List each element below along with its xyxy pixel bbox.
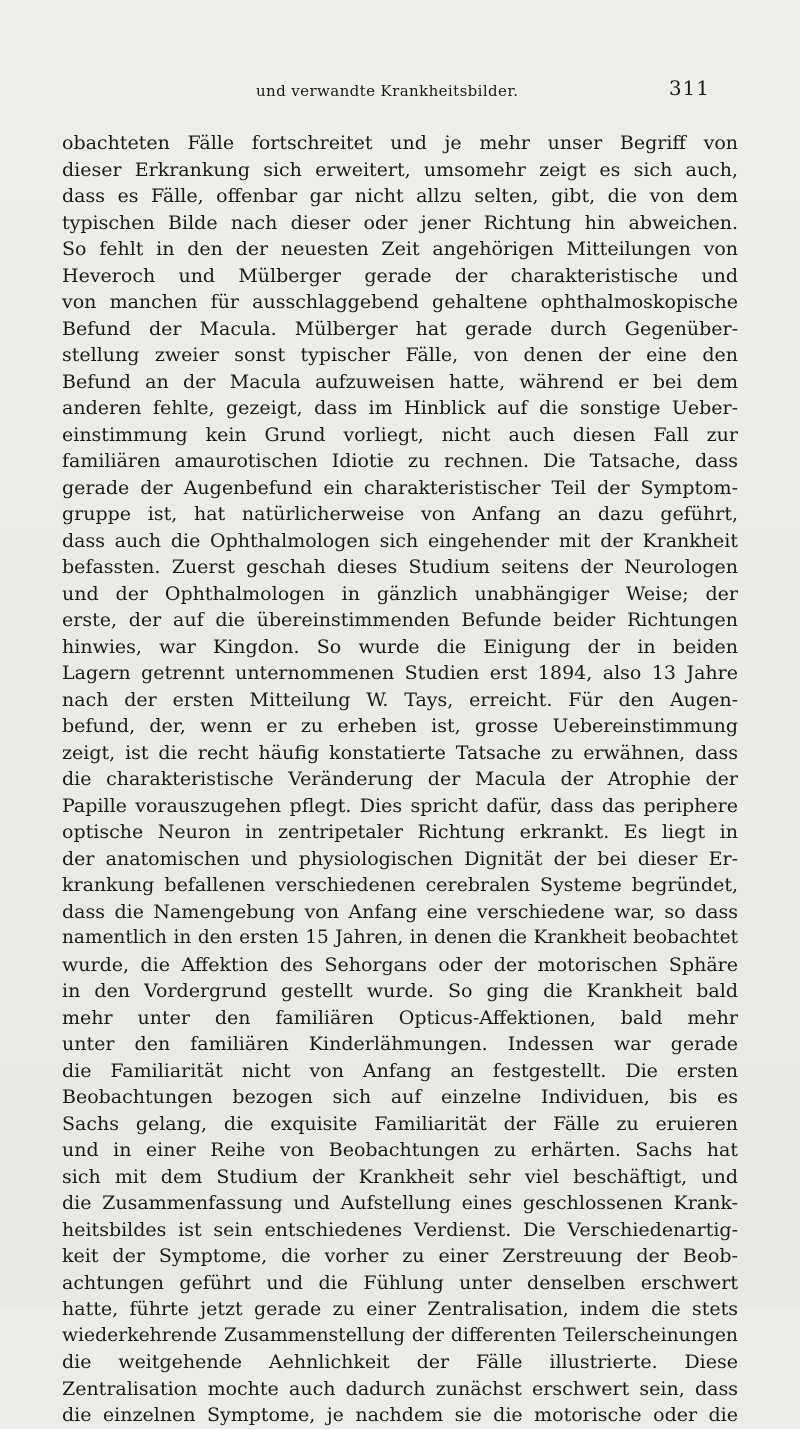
text-line: keit der Symptome, die vorher zu einer Zerstreuung der Beob- [62,1245,738,1267]
text-line: die weitgehende Aehnlichkeit der Fälle illustrierte. Diese [62,1351,738,1373]
text-line: heitsbildes ist sein entschiedenes Verdienst. Die Verschiedenartig- [62,1218,738,1241]
text-line: die charakteristische Veränderung der Macula der Atrophie der [62,768,738,790]
text-line: anderen fehlte, gezeigt, dass im Hinblick auf die sonstige Ueber- [62,397,738,419]
text-line: obachteten Fälle fortschreitet und je mehr unser Begriff von [62,132,738,154]
text-line: dass es Fälle, offenbar gar nicht allzu selten, gibt, die von dem [62,185,738,207]
text-line: der anatomischen und physiologischen Dignität der bei dieser Er- [62,847,738,870]
text-line: wiederkehrende Zusammenstellung der differenten Teilerscheinungen [62,1324,738,1346]
text-line: So fehlt in den der neuesten Zeit angehörigen Mitteilungen von [62,238,738,260]
text-line: die einzelnen Symptome, je nachdem sie die motorische oder die [62,1404,738,1426]
text-line: und in einer Reihe von Beobachtungen zu erhärten. Sachs hat [62,1139,738,1161]
text-line: gruppe ist, hat natürlicherweise von Anfang an dazu geführt, [62,503,738,525]
text-line: hatte, führte jetzt gerade zu einer Zentralisation, indem die stets [62,1298,738,1320]
text-line: die Zusammenfassung und Aufstellung eines geschlossenen Krank- [62,1192,738,1214]
text-line: gerade der Augenbefund ein charakteristischer Teil der Symptom- [62,476,738,499]
body-text [62,130,738,1429]
header-title: und verwandte Krankheitsbilder. [256,82,519,100]
text-line: krankung befallenen verschiedenen cerebralen Systeme begründet, [62,874,738,896]
text-line: typischen Bilde nach dieser oder jener Richtung hin abweichen. [62,211,738,234]
text-line: Sachs gelang, die exquisite Familiarität der Fälle zu eruieren [62,1112,738,1135]
text-line: Befund der Macula. Mülberger hat gerade durch Gegenüber- [62,317,738,340]
text-line: in den Vordergrund gestellt wurde. So ging die Krankheit bald [62,980,738,1002]
text-line: und der Ophthalmologen in gänzlich unabhängiger Weise; der [62,582,738,605]
page-number: 311 [668,76,710,100]
text-line: von manchen für ausschlaggebend gehaltene ophthalmoskopische [62,291,738,313]
text-line: achtungen geführt und die Fühlung unter denselben erschwert [62,1271,738,1294]
text-line: Beobachtungen bezogen sich auf einzelne Individuen, bis es [62,1086,738,1108]
text-line: dass die Namengebung von Anfang eine verschiedene war, so dass [62,900,738,923]
text-line: optische Neuron in zentripetaler Richtung erkrankt. Es liegt in [62,821,738,843]
text-line: stellung zweier sonst typischer Fälle, von denen der eine den [62,344,738,366]
text-line: namentlich in den ersten 15 Jahren, in denen die Krankheit beobachtet [62,927,738,948]
text-line: die Familiarität nicht von Anfang an festgestellt. Die ersten [62,1059,738,1082]
text-line: nach der ersten Mitteilung W. Tays, erreicht. Für den Augen- [62,688,738,711]
text-line: befassten. Zuerst geschah dieses Studium seitens der Neurologen [62,556,738,578]
text-line: dass auch die Ophthalmologen sich eingehender mit der Krankheit [62,529,738,552]
text-line: einstimmung kein Grund vorliegt, nicht auch diesen Fall zur [62,423,738,446]
text-line: Heveroch und Mülberger gerade der charakteristische und [62,264,738,287]
text-line: Befund an der Macula aufzuweisen hatte, während er bei dem [62,370,738,393]
text-line: befund, der, wenn er zu erheben ist, grosse Uebereinstimmung [62,715,738,737]
running-header [256,76,710,110]
text-line: Zentralisation mochte auch dadurch zunächst erschwert sein, dass [62,1377,738,1400]
text-line: Lagern getrennt unternommenen Studien erst 1894, also 13 Jahre [62,662,738,684]
text-line: sich mit dem Studium der Krankheit sehr viel beschäftigt, und [62,1165,738,1188]
text-line: wurde, die Affektion des Sehorgans oder der motorischen Sphäre [62,953,738,976]
text-line: unter den familiären Kinderlähmungen. Indessen war gerade [62,1033,738,1055]
text-line: Papille vorauszugehen pflegt. Dies spricht dafür, dass das periphere [62,794,738,817]
text-line: familiären amaurotischen Idiotie zu rechnen. Die Tatsache, dass [62,450,738,472]
text-line: erste, der auf die übereinstimmenden Befunde beider Richtungen [62,609,738,631]
text-line: zeigt, ist die recht häufig konstatierte Tatsache zu erwähnen, dass [62,741,738,764]
text-line: dieser Erkrankung sich erweitert, umsomehr zeigt es sich auch, [62,158,738,181]
text-line: mehr unter den familiären Opticus-Affektionen, bald mehr [62,1006,738,1029]
text-line: hinwies, war Kingdon. So wurde die Einigung der in beiden [62,635,738,658]
